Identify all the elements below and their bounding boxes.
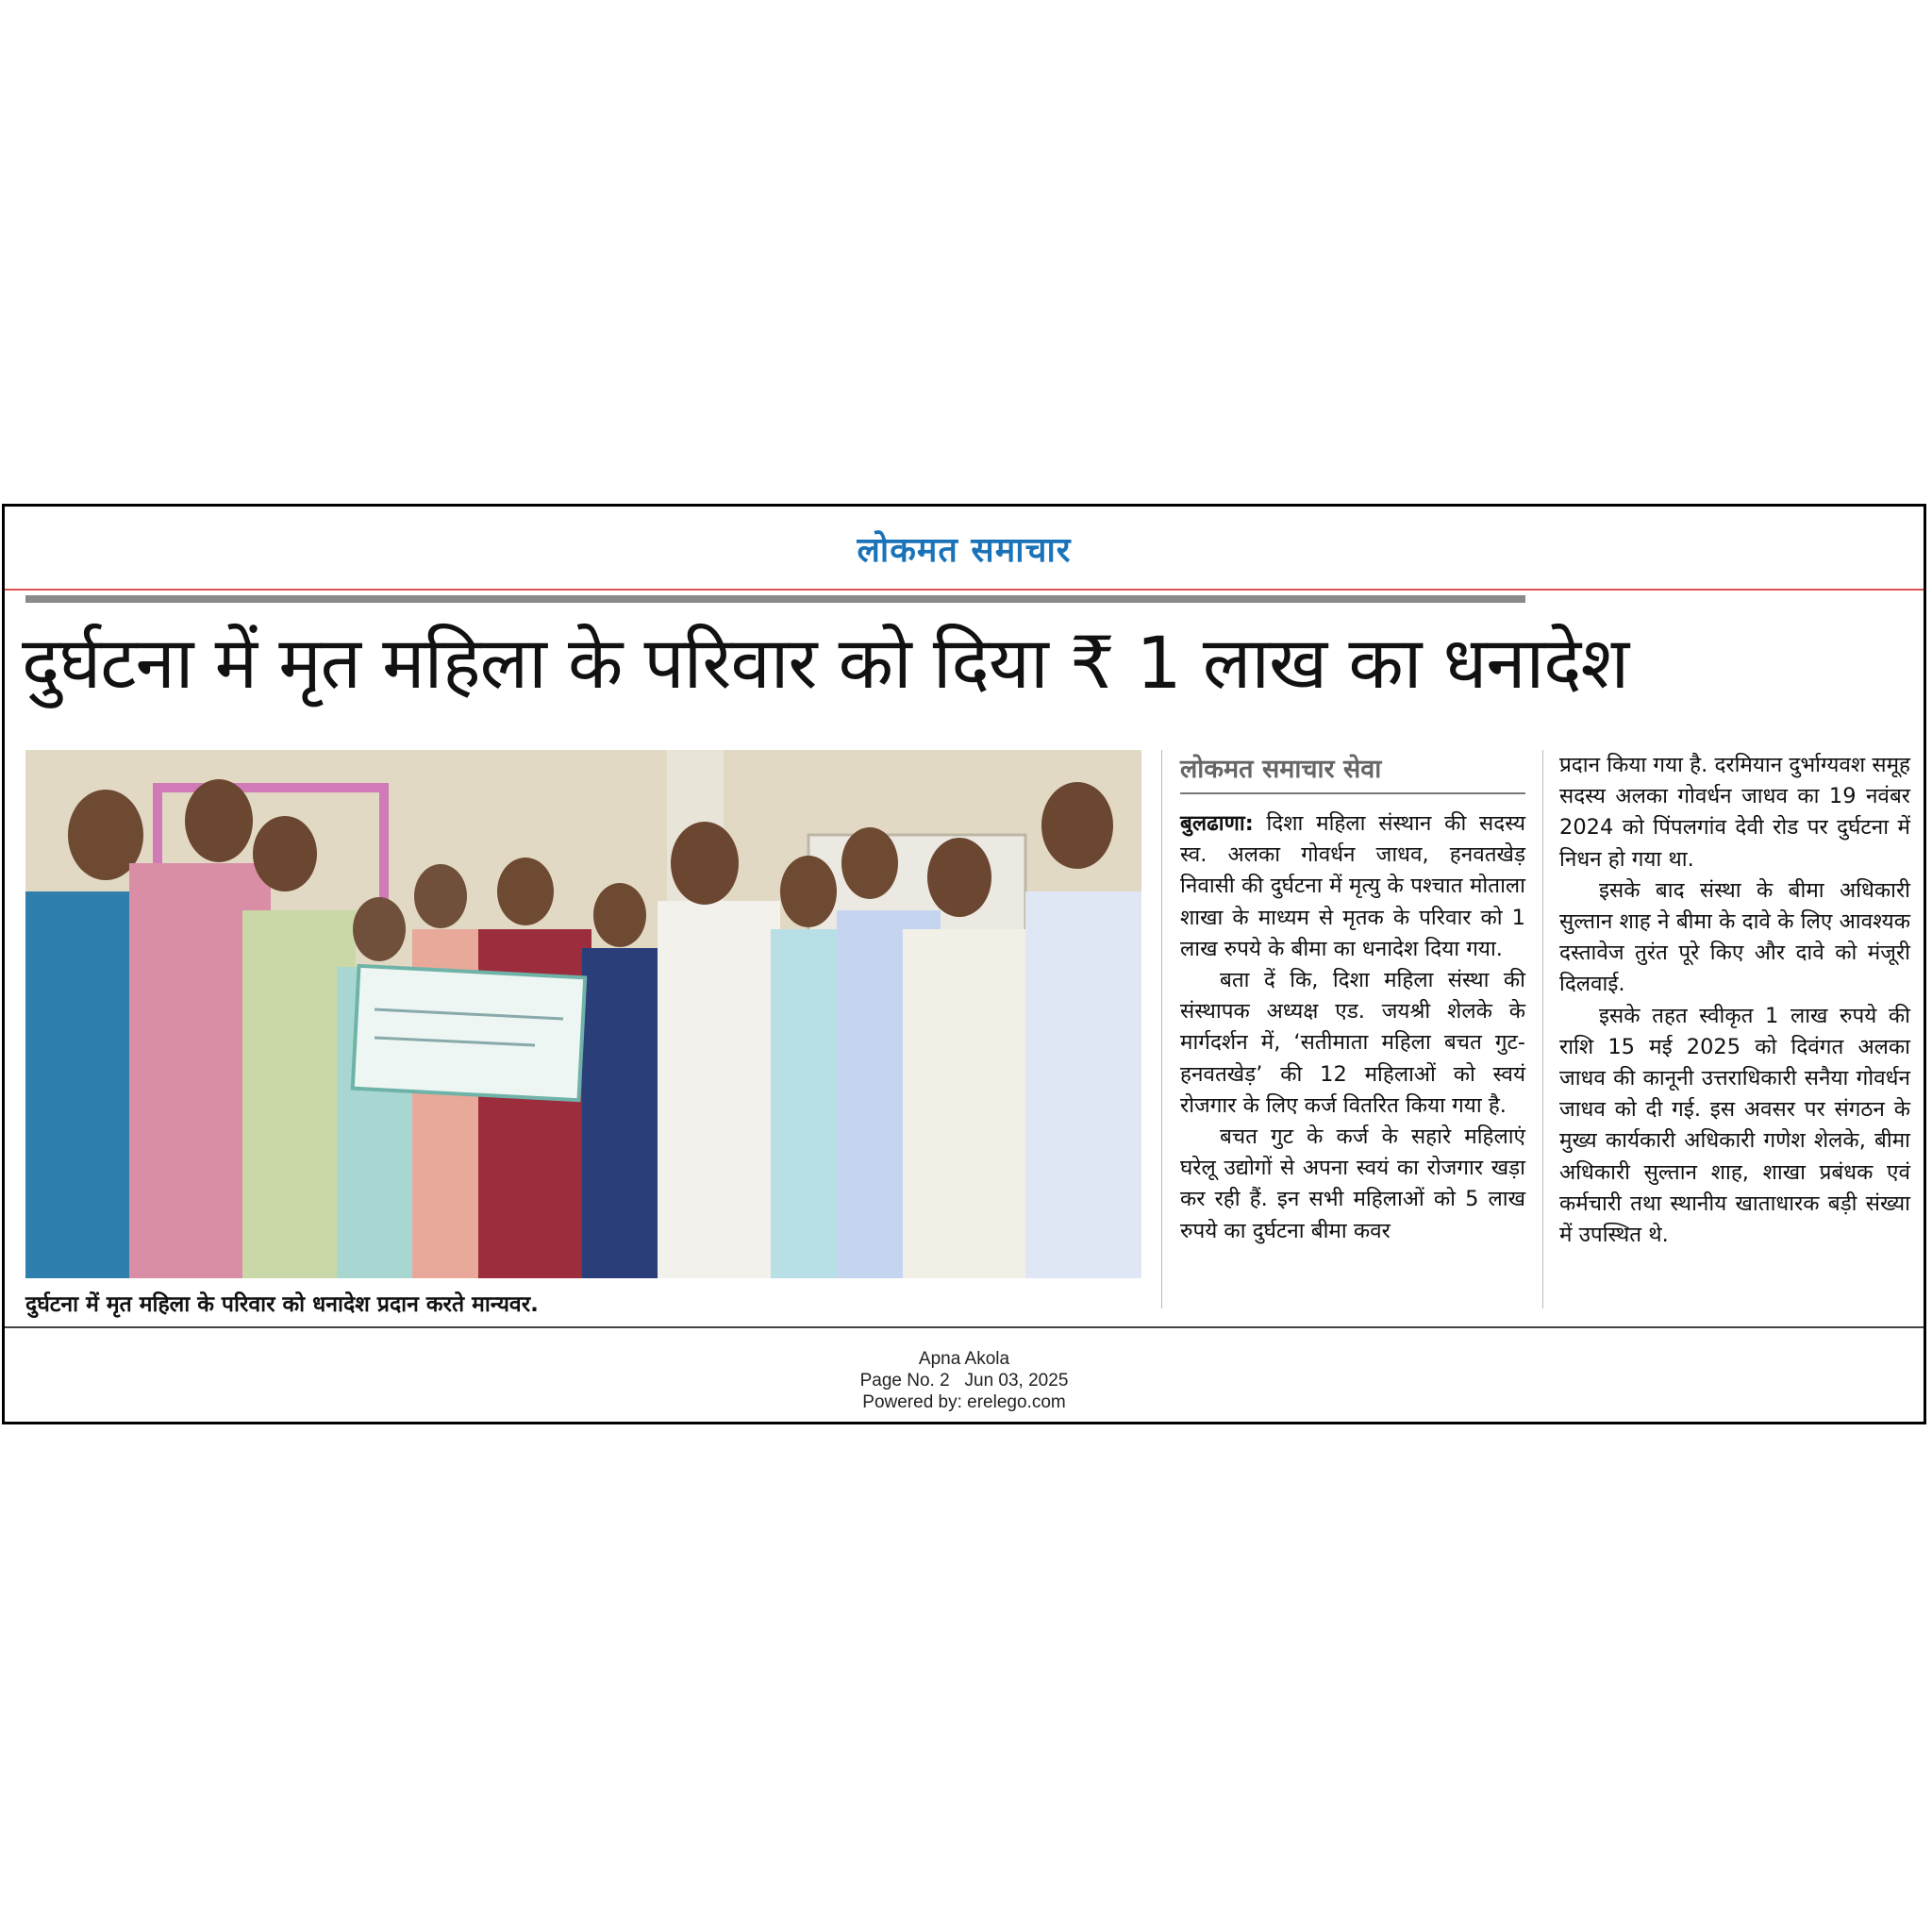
footer-rule: [5, 1326, 1924, 1328]
headline-rule: [25, 595, 1525, 603]
newspaper-masthead: लोकमत समाचार: [857, 530, 1072, 570]
news-photo: [25, 750, 1141, 1278]
page-date: Page No. 2 Jun 03, 2025: [859, 1371, 1069, 1391]
group-photo-illustration: [25, 750, 1141, 1278]
photo-caption: दुर्घटना में मृत महिला के परिवार को धनादेश प्रदान करते मान्यवर.: [25, 1292, 539, 1317]
article-paragraph: इसके बाद संस्था के बीमा अधिकारी सुल्तान शाह ने बीमा के दावे के लिए आवश्यक दस्तावेज तुरंत पूरे किए और दावे को मंजूरी दिलवाई.: [1559, 877, 1910, 997]
article-column-1: [1180, 808, 1525, 1247]
article-paragraph: प्रदान किया गया है. दरमियान दुर्भाग्यवश समूह सदस्य अलका गोवर्धन जाधव का 19 नवंबर 2024 को पिंपलगांव देवी रोड पर दुर्घटना में निधन हो गया था.: [1559, 753, 1910, 872]
powered-by: Powered by: erelego.com: [862, 1392, 1066, 1412]
byline: लोकमत समाचार सेवा: [1180, 750, 1525, 794]
article-paragraph: इसके तहत स्वीकृत 1 लाख रुपये की राशि 15 मई 2025 को दिवंगत अलका जाधव की कानूनी उत्तराधिकारी सनैया गोवर्धन जाधव को दी गई. इस अवसर पर संगठन के मुख्य कार्यकारी अधिकारी गणेश शेलके, बीमा अधिकारी सुल्तान शाह, शाखा प्रबंधक एवं कर्मचारी तथा स्थानीय खाताधारक बड़ी संख्या में उपस्थित थे.: [1559, 1003, 1910, 1248]
news-clipping: [2, 504, 1926, 1424]
column-divider: [1542, 750, 1543, 1308]
article-column-2: [1559, 750, 1910, 1251]
edition-name: Apna Akola: [918, 1349, 1010, 1369]
article-paragraph: बता दें कि, दिशा महिला संस्था की संस्थापक अध्यक्ष एड. जयश्री शेलके के मार्गदर्शन में, ‘सतीमाता महिला बचत गुट- हनवतखेड़’ की 12 महिलाओं को स्वयं रोजगार के लिए कर्ज वितरित किया गया है.: [1180, 968, 1525, 1118]
article-paragraph: [1180, 808, 1525, 965]
dateline: बुलढाणा:: [1180, 811, 1254, 836]
article-text: दिशा महिला संस्थान की सदस्य स्व. अलका गोवर्धन जाधव, हनवतखेड़ निवासी की दुर्घटना में मृत्यु के पश्चात मोताला शाखा के माध्यम से मृतक के परिवार को 1 लाख रुपये के बीमा का धनादेश दिया गया.: [1180, 811, 1525, 961]
masthead-rule: [5, 589, 1924, 591]
article-headline: दुर्घटना में मृत महिला के परिवार को दिया ₹ 1 लाख का धनादेश: [22, 621, 1629, 705]
clipping-footer: [5, 1348, 1924, 1413]
column-divider: [1161, 750, 1162, 1308]
article-paragraph: बचत गुट के कर्ज के सहारे महिलाएं घरेलू उद्योगों से अपना स्वयं का रोजगार खड़ा कर रही हैं. इन सभी महिलाओं को 5 लाख रुपये का दुर्घटना बीमा कवर: [1180, 1124, 1525, 1243]
